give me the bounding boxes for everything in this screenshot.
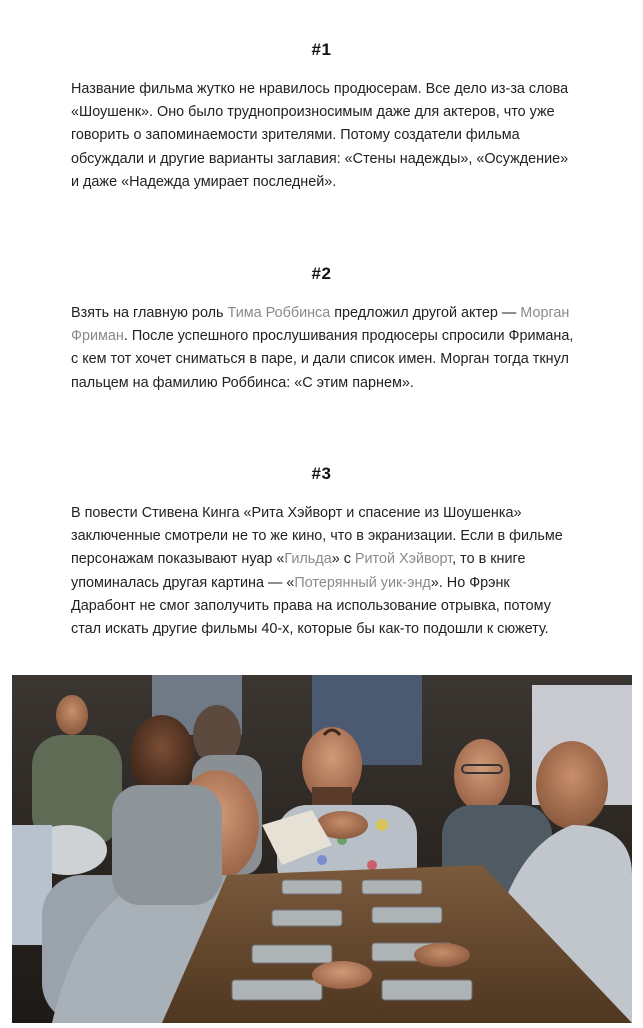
paragraph-text: ». Но Фрэнк Дарабонт не смог заполучить права на использование отрывка, потому стал искать другие фильмы 40-х, которые бы как-то подошли к сюжету. [71, 574, 551, 638]
section-heading: #2 [311, 264, 332, 283]
movie-still-photo [12, 675, 632, 1023]
fact-section-2 [0, 262, 643, 286]
paragraph-text: , то в книге упоминалась другая картина — « [71, 551, 526, 591]
section-heading: #1 [311, 40, 332, 59]
section-paragraph [71, 78, 576, 194]
paragraph-text: Взять на главную роль [71, 305, 228, 321]
section-heading: #3 [311, 464, 332, 483]
text-link[interactable]: Гильда [284, 551, 332, 568]
text-link[interactable]: Морган Фриман [71, 305, 570, 345]
text-link[interactable]: Тима Роббинса [227, 305, 331, 321]
paragraph-text: предложил другой актер — [330, 305, 521, 321]
fact-section-3 [0, 462, 643, 486]
section-paragraph [71, 302, 576, 395]
text-link[interactable]: Потерянный уик-энд [294, 574, 431, 591]
paragraph-text: . После успешного прослушивания продюсеры спросили Фримана, с кем тот хочет сниматься в паре, и дали список имен. Морган тогда ткнул пальцем на фамилию Роббинса: «С этим парнем». [71, 328, 574, 391]
fact-section-1 [0, 38, 643, 62]
paragraph-text: В повести Стивена Кинга «Рита Хэйворт и спасение из Шоушенка» заключенные смотрели не то же кино, что в экранизации. Если в фильме персонажам показывают нуар « [71, 505, 563, 568]
paragraph-text: Название фильма жутко не нравилось продюсерам. Все дело из-за слова «Шоушенк». Оно было труднопроизносимым даже для актеров, что уже говорить о запоминаемости зрителями. Потому создатели фильма обсуждали и другие варианты заглавия: «Стены надежды», «Осуждение» и даже «Надежда умирает последней». [71, 81, 569, 190]
section-paragraph [71, 502, 576, 641]
text-link[interactable]: Ритой Хэйворт [354, 551, 453, 568]
paragraph-text: » с [331, 551, 355, 568]
